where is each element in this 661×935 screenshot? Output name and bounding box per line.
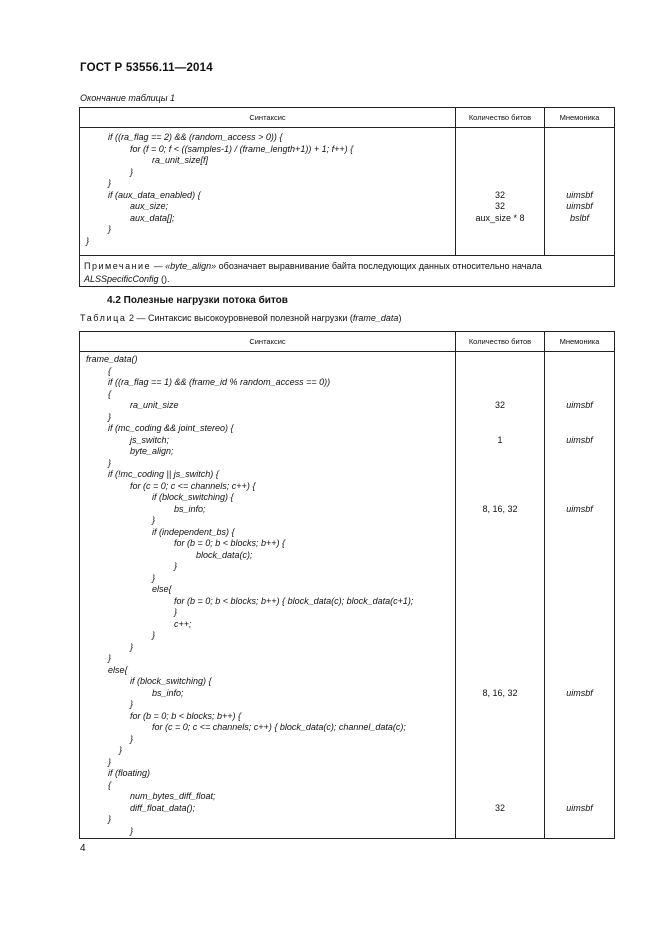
table1-syntax-cell — [80, 128, 456, 256]
bits-value — [456, 236, 544, 248]
mnemonic-value: uimsbf — [566, 400, 593, 410]
syntax-line: if (block_switching) { — [152, 492, 234, 502]
table1-note — [80, 256, 615, 287]
mnemonic-value — [545, 446, 614, 458]
mnemonic-value — [545, 757, 614, 769]
table1-header-syntax: Синтаксис — [80, 108, 456, 128]
bits-value — [456, 469, 544, 481]
bits-value — [456, 178, 544, 190]
bits-value — [456, 224, 544, 236]
bits-value — [456, 144, 544, 156]
syntax-line: aux_size; — [130, 201, 169, 211]
bits-value — [456, 619, 544, 631]
syntax-line: frame_data() — [86, 354, 138, 364]
syntax-line: } — [108, 653, 112, 663]
mnemonic-value — [545, 676, 614, 688]
bits-value — [456, 653, 544, 665]
mnemonic-value — [545, 469, 614, 481]
table2-caption-text: 2 — Синтаксис высокоуровневой полезной нагрузки ( — [126, 313, 353, 323]
syntax-line: if (block_switching) { — [130, 676, 212, 686]
table2-header-bits: Количество битов — [456, 332, 545, 352]
syntax-line: } — [130, 825, 134, 836]
bits-value — [456, 699, 544, 711]
bits-value — [456, 412, 544, 424]
bits-value: 1 — [497, 434, 503, 445]
mnemonic-value — [545, 236, 614, 248]
syntax-line: for (b = 0; b < blocks; b++) { — [174, 538, 286, 548]
bits-value — [456, 711, 544, 723]
bits-value: 8, 16, 32 — [482, 687, 518, 698]
table2 — [79, 331, 615, 839]
bits-value — [456, 665, 544, 677]
bits-value — [456, 826, 544, 838]
mnemonic-value — [545, 653, 614, 665]
syntax-line: for (b = 0; b < blocks; b++) { — [130, 710, 242, 721]
syntax-line: } — [119, 745, 123, 755]
mnemonic-value — [545, 826, 614, 838]
syntax-line: { — [108, 388, 112, 399]
bits-value — [456, 527, 544, 539]
syntax-line: js_switch; — [130, 434, 170, 445]
bits-value — [456, 722, 544, 734]
syntax-line: for (b = 0; b < blocks; b++) { block_data(c); block_data(c+1); — [174, 595, 414, 606]
mnemonic-value — [545, 366, 614, 378]
table2-mnemonic-cell — [545, 352, 615, 839]
bits-value — [456, 791, 544, 803]
bits-value — [456, 446, 544, 458]
bits-value — [456, 167, 544, 179]
syntax-line: } — [152, 572, 156, 583]
syntax-line: } — [152, 515, 156, 525]
mnemonic-value — [545, 224, 614, 236]
table2-caption-prefix: Таблица — [80, 313, 127, 323]
syntax-line: } — [108, 457, 112, 468]
syntax-line: } — [174, 607, 178, 617]
mnemonic-value — [545, 144, 614, 156]
mnemonic-value — [545, 155, 614, 167]
bits-value — [456, 768, 544, 780]
mnemonic-value — [545, 711, 614, 723]
syntax-line: for (c = 0; c <= channels; c++) { — [130, 480, 256, 491]
mnemonic-value — [545, 423, 614, 435]
mnemonic-value — [545, 630, 614, 642]
note-dash: — — [151, 261, 166, 271]
bits-value — [456, 458, 544, 470]
note-func: ALSSpecificConfig — [84, 274, 159, 284]
bits-value — [456, 389, 544, 401]
note-term: «byte_align» — [165, 261, 217, 271]
bits-value — [456, 550, 544, 562]
bits-value: 32 — [494, 802, 505, 813]
mnemonic-value — [545, 722, 614, 734]
mnemonic-value: uimsbf — [566, 201, 593, 211]
mnemonic-value: bslbf — [569, 212, 589, 223]
section-heading: 4.2 Полезные нагрузки потока битов — [107, 295, 288, 306]
bits-value — [456, 423, 544, 435]
bits-value — [456, 155, 544, 167]
syntax-line: for (c = 0; c <= channels; c++) { block_data(c); channel_data(c); — [152, 722, 406, 732]
syntax-line: } — [108, 411, 112, 422]
bits-value — [456, 607, 544, 619]
note-end: (). — [158, 274, 170, 284]
mnemonic-value — [545, 561, 614, 573]
mnemonic-value — [545, 607, 614, 619]
note-text: обозначает выравнивание байта последующих данных относительно начала — [216, 261, 542, 271]
mnemonic-value — [545, 458, 614, 470]
bits-value — [456, 515, 544, 527]
syntax-line: diff_float_data(); — [130, 802, 196, 813]
mnemonic-value — [545, 619, 614, 631]
syntax-line: } — [174, 561, 178, 571]
syntax-line: } — [130, 166, 134, 177]
table1-header-bits: Количество битов — [456, 108, 545, 128]
mnemonic-value — [545, 745, 614, 757]
bits-value — [456, 132, 544, 144]
page-number: 4 — [80, 843, 86, 854]
mnemonic-value — [545, 167, 614, 179]
syntax-line: } — [108, 224, 112, 234]
syntax-line: else{ — [152, 584, 172, 594]
syntax-line: c++; — [174, 618, 192, 629]
bits-value: 32 — [494, 189, 505, 200]
bits-value — [456, 630, 544, 642]
mnemonic-value — [545, 596, 614, 608]
syntax-line: if (aux_data_enabled) { — [108, 189, 201, 200]
syntax-line: if ((ra_flag == 2) && (random_access > 0)) { — [108, 132, 283, 142]
table2-bits-cell — [456, 352, 545, 839]
table2-header-syntax: Синтаксис — [80, 332, 456, 352]
bits-value — [456, 676, 544, 688]
syntax-line: if (!mc_coding || js_switch) { — [108, 469, 219, 479]
bits-value — [456, 757, 544, 769]
syntax-line: else{ — [108, 664, 128, 675]
bits-value: 32 — [494, 201, 505, 211]
mnemonic-value — [545, 515, 614, 527]
syntax-line: block_data(c); — [196, 549, 253, 560]
syntax-line: bs_info; — [174, 503, 206, 514]
bits-value — [456, 377, 544, 389]
syntax-line: num_bytes_diff_float; — [130, 791, 216, 801]
mnemonic-value — [545, 354, 614, 366]
mnemonic-value — [545, 699, 614, 711]
mnemonic-value: uimsbf — [566, 434, 593, 445]
syntax-line: aux_data[]; — [130, 212, 175, 223]
mnemonic-value — [545, 132, 614, 144]
table1-mnemonic-cell — [545, 128, 615, 256]
bits-value: 32 — [494, 400, 505, 410]
table2-syntax-cell — [80, 352, 456, 839]
syntax-line: } — [108, 178, 112, 188]
syntax-line: } — [130, 699, 134, 709]
syntax-line: } — [152, 630, 156, 640]
syntax-line: bs_info; — [152, 687, 184, 698]
table1 — [79, 107, 615, 287]
bits-value — [456, 481, 544, 493]
mnemonic-value — [545, 527, 614, 539]
mnemonic-value — [545, 791, 614, 803]
bits-value — [456, 366, 544, 378]
table1-header-mnemonic: Мнемоника — [545, 108, 615, 128]
mnemonic-value — [545, 768, 614, 780]
table2-caption-term: frame_data — [352, 313, 399, 323]
syntax-line: if (floating) — [108, 768, 151, 778]
bits-value — [456, 354, 544, 366]
mnemonic-value — [545, 538, 614, 550]
mnemonic-value — [545, 412, 614, 424]
mnemonic-value — [545, 550, 614, 562]
syntax-line: ra_unit_size[f] — [152, 155, 209, 165]
syntax-line: byte_align; — [130, 446, 174, 456]
mnemonic-value — [545, 734, 614, 746]
mnemonic-value — [545, 492, 614, 504]
table2-caption-close: ) — [398, 313, 402, 323]
mnemonic-value — [545, 780, 614, 792]
syntax-line: } — [108, 756, 112, 767]
mnemonic-value — [545, 481, 614, 493]
mnemonic-value: uimsbf — [566, 189, 593, 200]
syntax-line: if (independent_bs) { — [152, 526, 235, 537]
bits-value: aux_size * 8 — [475, 212, 525, 223]
syntax-line: { — [108, 365, 112, 376]
syntax-line: for (f = 0; f < ((samples-1) / (frame_length+1)) + 1; f++) { — [130, 143, 354, 154]
bits-value — [456, 642, 544, 654]
table1-bits-cell — [456, 128, 545, 256]
mnemonic-value — [545, 814, 614, 826]
mnemonic-value: uimsbf — [566, 503, 593, 514]
bits-value — [456, 573, 544, 585]
mnemonic-value: uimsbf — [566, 687, 593, 698]
mnemonic-value: uimsbf — [566, 802, 593, 813]
bits-value — [456, 561, 544, 573]
table2-header-mnemonic: Мнемоника — [545, 332, 615, 352]
mnemonic-value — [545, 584, 614, 596]
table1-caption: Окончание таблицы 1 — [80, 93, 175, 103]
bits-value — [456, 492, 544, 504]
mnemonic-value — [545, 178, 614, 190]
mnemonic-value — [545, 389, 614, 401]
bits-value — [456, 780, 544, 792]
bits-value — [456, 814, 544, 826]
mnemonic-value — [545, 377, 614, 389]
note-label: Примечание — [84, 261, 152, 271]
mnemonic-value — [545, 642, 614, 654]
syntax-line: } — [86, 235, 90, 246]
bits-value — [456, 596, 544, 608]
bits-value — [456, 745, 544, 757]
mnemonic-value — [545, 665, 614, 677]
bits-value — [456, 584, 544, 596]
mnemonic-value — [545, 573, 614, 585]
bits-value — [456, 734, 544, 746]
syntax-line: ra_unit_size — [130, 400, 179, 410]
table2-caption — [80, 313, 401, 323]
syntax-line: } — [130, 733, 134, 744]
syntax-line: if ((ra_flag == 1) && (frame_id % random_access == 0)) — [108, 377, 331, 387]
bits-value: 8, 16, 32 — [482, 503, 518, 514]
bits-value — [456, 538, 544, 550]
syntax-line: } — [108, 814, 112, 824]
syntax-line: } — [130, 641, 134, 652]
syntax-line: if (mc_coding && joint_stereo) { — [108, 423, 234, 433]
document-title: ГОСТ Р 53556.11—2014 — [80, 62, 213, 74]
syntax-line: { — [108, 779, 112, 790]
